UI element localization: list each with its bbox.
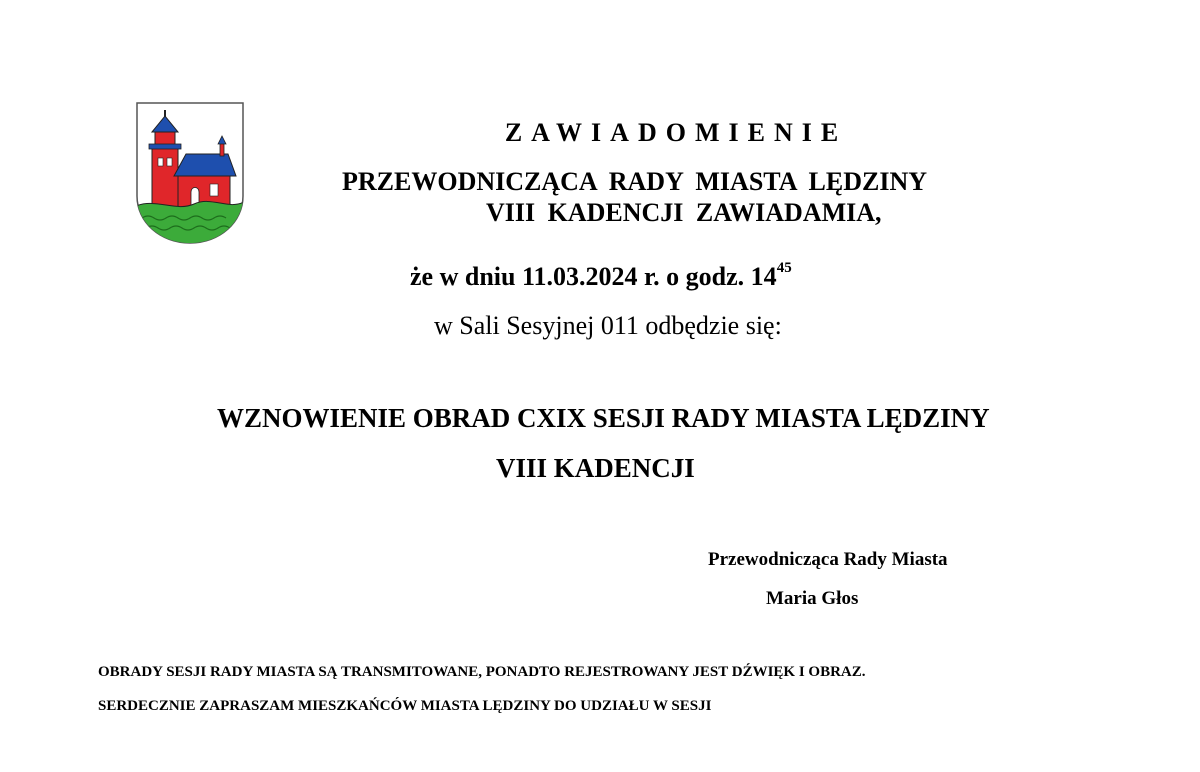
session-subject-line2: VIII KADENCJI <box>496 453 695 483</box>
signature-role: Przewodnicząca Rady Miasta <box>708 549 948 570</box>
signature-name: Maria Głos <box>766 588 859 609</box>
session-room-line: w Sali Sesyjnej 011 odbędzie się: <box>434 311 782 340</box>
notice-title: ZAWIADOMIENIE <box>504 118 848 147</box>
session-date-text: że w dniu 11.03.2024 r. o godz. 14 <box>410 262 777 291</box>
notice-header-line2: VIII KADENCJI ZAWIADAMIA, <box>486 198 882 227</box>
notice-header-line1: PRZEWODNICZĄCA RADY MIASTA LĘDZINY <box>342 167 928 196</box>
footer-note-invitation: SERDECZNIE ZAPRASZAM MIESZKAŃCÓW MIASTA LĘDZINY DO UDZIAŁU W SESJI <box>98 698 712 714</box>
footer-note-transmission: OBRADY SESJI RADY MIASTA SĄ TRANSMITOWANE, PONADTO REJESTROWANY JEST DŹWIĘK I OBRAZ. <box>98 664 866 680</box>
session-time-minutes: 45 <box>776 260 792 277</box>
session-subject-line1: WZNOWIENIE OBRAD CXIX SESJI RADY MIASTA LĘDZINY <box>217 403 990 433</box>
session-date-line <box>410 262 792 292</box>
